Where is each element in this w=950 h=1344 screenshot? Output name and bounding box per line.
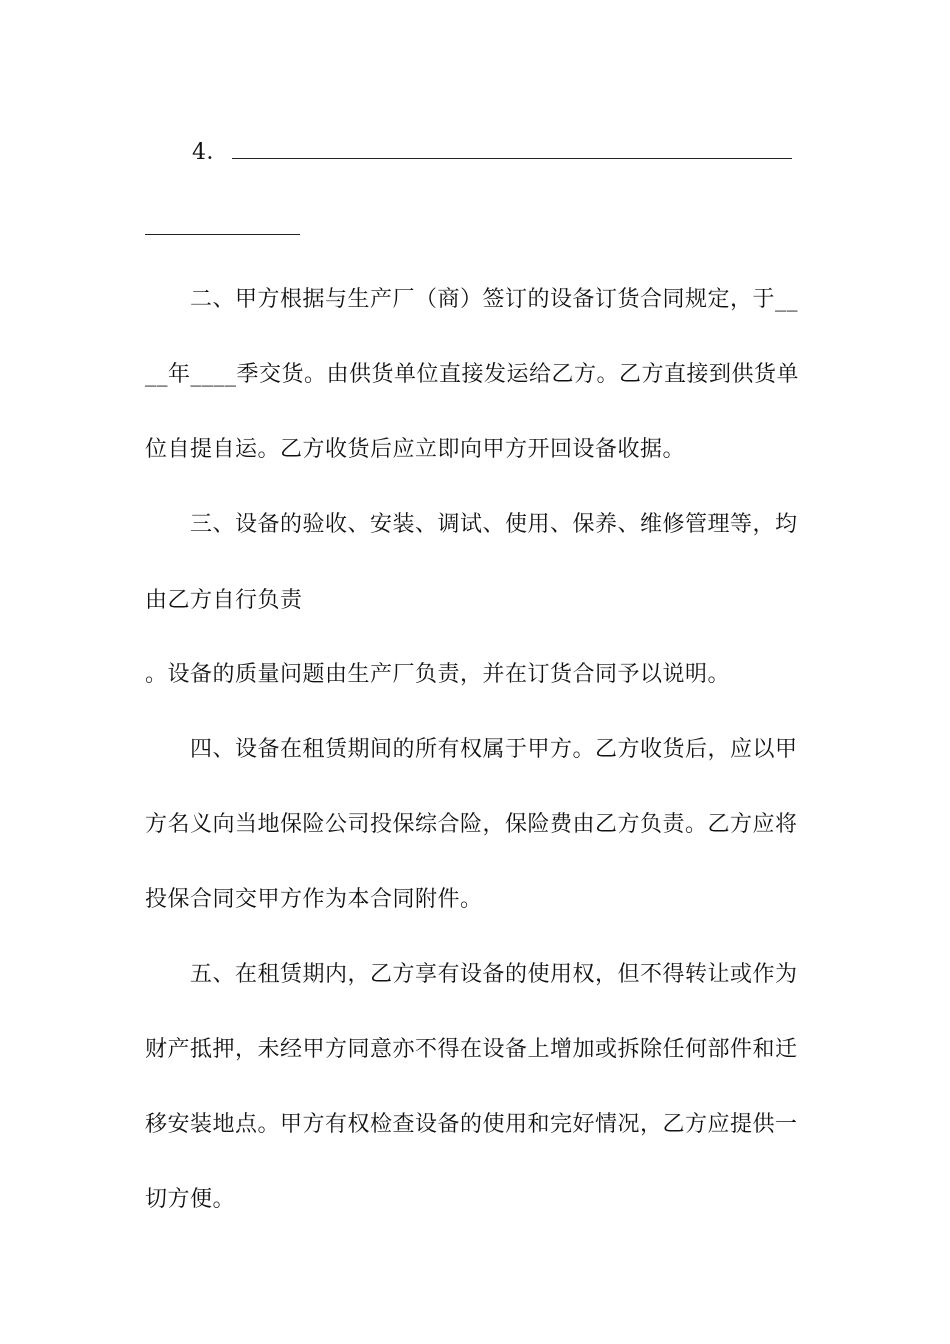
clause-2-line-3: 位自提自运。乙方收货后应立即向甲方开回设备收据。 (145, 437, 686, 462)
clause-5-line-2: 财产抵押，未经甲方同意亦不得在设备上增加或拆除任何部件和迁 (145, 1037, 798, 1062)
clause-5-line-1: 五、在租赁期内，乙方享有设备的使用权，但不得转让或作为 (190, 962, 798, 987)
item-4-blank-line-continued (145, 234, 300, 235)
clause-3-line-2: 由乙方自行负责 (145, 588, 303, 613)
clause-4-line-1: 四、设备在租赁期间的所有权属于甲方。乙方收货后，应以甲 (190, 737, 798, 762)
clause-3-line-3: 。设备的质量问题由生产厂负责，并在订货合同予以说明。 (145, 662, 731, 687)
clause-5-line-4: 切方便。 (145, 1187, 236, 1212)
item-4-number: 4． (192, 140, 229, 165)
clause-2-line-2: __年____季交货。由供货单位直接发运给乙方。乙方直接到供货单 (145, 362, 800, 387)
clause-5-line-3: 移安装地点。甲方有权检查设备的使用和完好情况，乙方应提供一 (145, 1112, 798, 1137)
clause-4-line-3: 投保合同交甲方作为本合同附件。 (145, 887, 483, 912)
clause-3-line-1: 三、设备的验收、安装、调试、使用、保养、维修管理等，均 (190, 512, 798, 537)
clause-4-line-2: 方名义向当地保险公司投保综合险，保险费由乙方负责。乙方应将 (145, 812, 798, 837)
item-4-blank-line (232, 158, 792, 159)
clause-2-line-1: 二、甲方根据与生产厂（商）签订的设备订货合同规定，于__ (190, 287, 799, 312)
